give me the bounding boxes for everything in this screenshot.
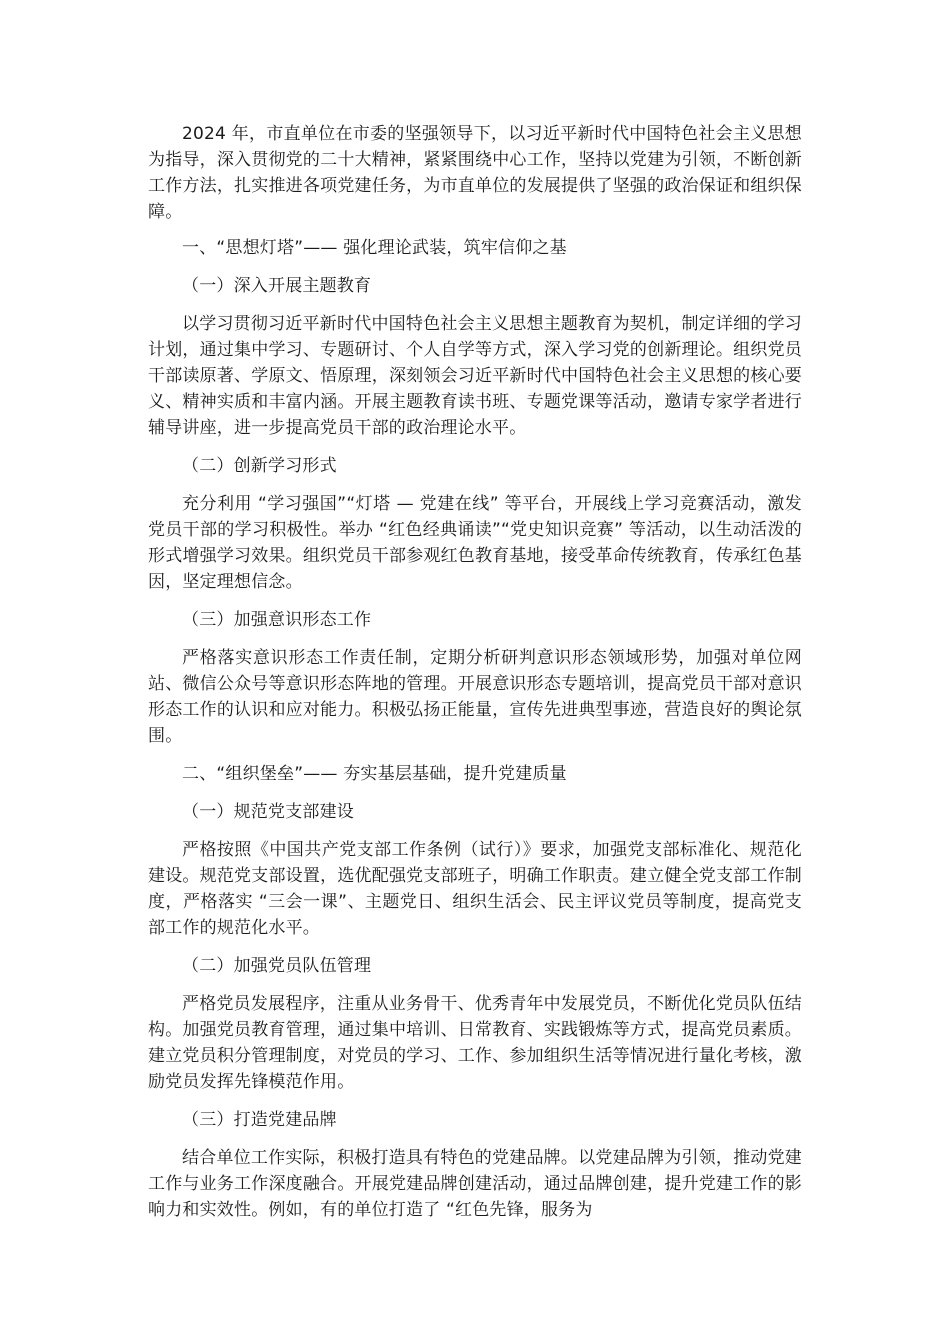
section-2-sub-2-heading: （二）加强党员队伍管理 <box>182 956 372 976</box>
section-2-sub-1-body: 严格按照《中国共产党支部工作条例（试行）》要求，加强党支部标准化、规范化建设。规范党支部设置，选优配强党支部班子，明确工作职责。建立健全党支部工作制度，严格落实 “三会一课”、主题党日、组织生活会、民主评议党员等制度，提高党支部工作的规范化水平。 <box>148 840 802 938</box>
section-2-sub-3-heading: （三）打造党建品牌 <box>182 1110 337 1130</box>
section-1-sub-2-body: 充分利用 “学习强国”“灯塔 — 党建在线” 等平台，开展线上学习竞赛活动，激发党员干部的学习积极性。举办 “红色经典诵读”“党史知识竞赛” 等活动，以生动活泼的形式增强学习效果。组织党员干部参观红色教育基地，接受革命传统教育，传承红色基因，坚定理想信念。 <box>148 494 802 592</box>
section-2-sub-3-body: 结合单位工作实际，积极打造具有特色的党建品牌。以党建品牌为引领，推动党建工作与业务工作深度融合。开展党建品牌创建活动，通过品牌创建，提升党建工作的影响力和实效性。例如，有的单位打造了 “红色先锋，服务为 <box>148 1148 802 1220</box>
section-2-heading: 二、“组织堡垒”—— 夯实基层基础，提升党建质量 <box>182 764 567 784</box>
section-1-sub-1-body: 以学习贯彻习近平新时代中国特色社会主义思想主题教育为契机，制定详细的学习计划，通过集中学习、专题研讨、个人自学等方式，深入学习党的创新理论。组织党员干部读原著、学原文、悟原理，深刻领会习近平新时代中国特色社会主义思想的核心要义、精神实质和丰富内涵。开展主题教育读书班、专题党课等活动，邀请专家学者进行辅导讲座，进一步提高党员干部的政治理论水平。 <box>148 314 802 438</box>
document-page <box>148 121 802 1235</box>
intro-paragraph: 2024 年，市直单位在市委的坚强领导下，以习近平新时代中国特色社会主义思想为指导，深入贯彻党的二十大精神，紧紧围绕中心工作，坚持以党建为引领，不断创新工作方法，扎实推进各项党建任务，为市直单位的发展提供了坚强的政治保证和组织保障。 <box>148 124 802 222</box>
section-1-sub-3-body: 严格落实意识形态工作责任制，定期分析研判意识形态领域形势，加强对单位网站、微信公众号等意识形态阵地的管理。开展意识形态专题培训，提高党员干部对意识形态工作的认识和应对能力。积极弘扬正能量，宣传先进典型事迹，营造良好的舆论氛围。 <box>148 648 802 746</box>
section-1-heading: 一、“思想灯塔”—— 强化理论武装，筑牢信仰之基 <box>182 238 567 258</box>
section-1-sub-1-heading: （一）深入开展主题教育 <box>182 276 372 296</box>
section-2-sub-2-body: 严格党员发展程序，注重从业务骨干、优秀青年中发展党员，不断优化党员队伍结构。加强党员教育管理，通过集中培训、日常教育、实践锻炼等方式，提高党员素质。建立党员积分管理制度，对党员的学习、工作、参加组织生活等情况进行量化考核，激励党员发挥先锋模范作用。 <box>148 994 802 1092</box>
section-1-sub-2-heading: （二）创新学习形式 <box>182 456 337 476</box>
section-1-sub-3-heading: （三）加强意识形态工作 <box>182 610 372 630</box>
section-2-sub-1-heading: （一）规范党支部建设 <box>182 802 354 822</box>
